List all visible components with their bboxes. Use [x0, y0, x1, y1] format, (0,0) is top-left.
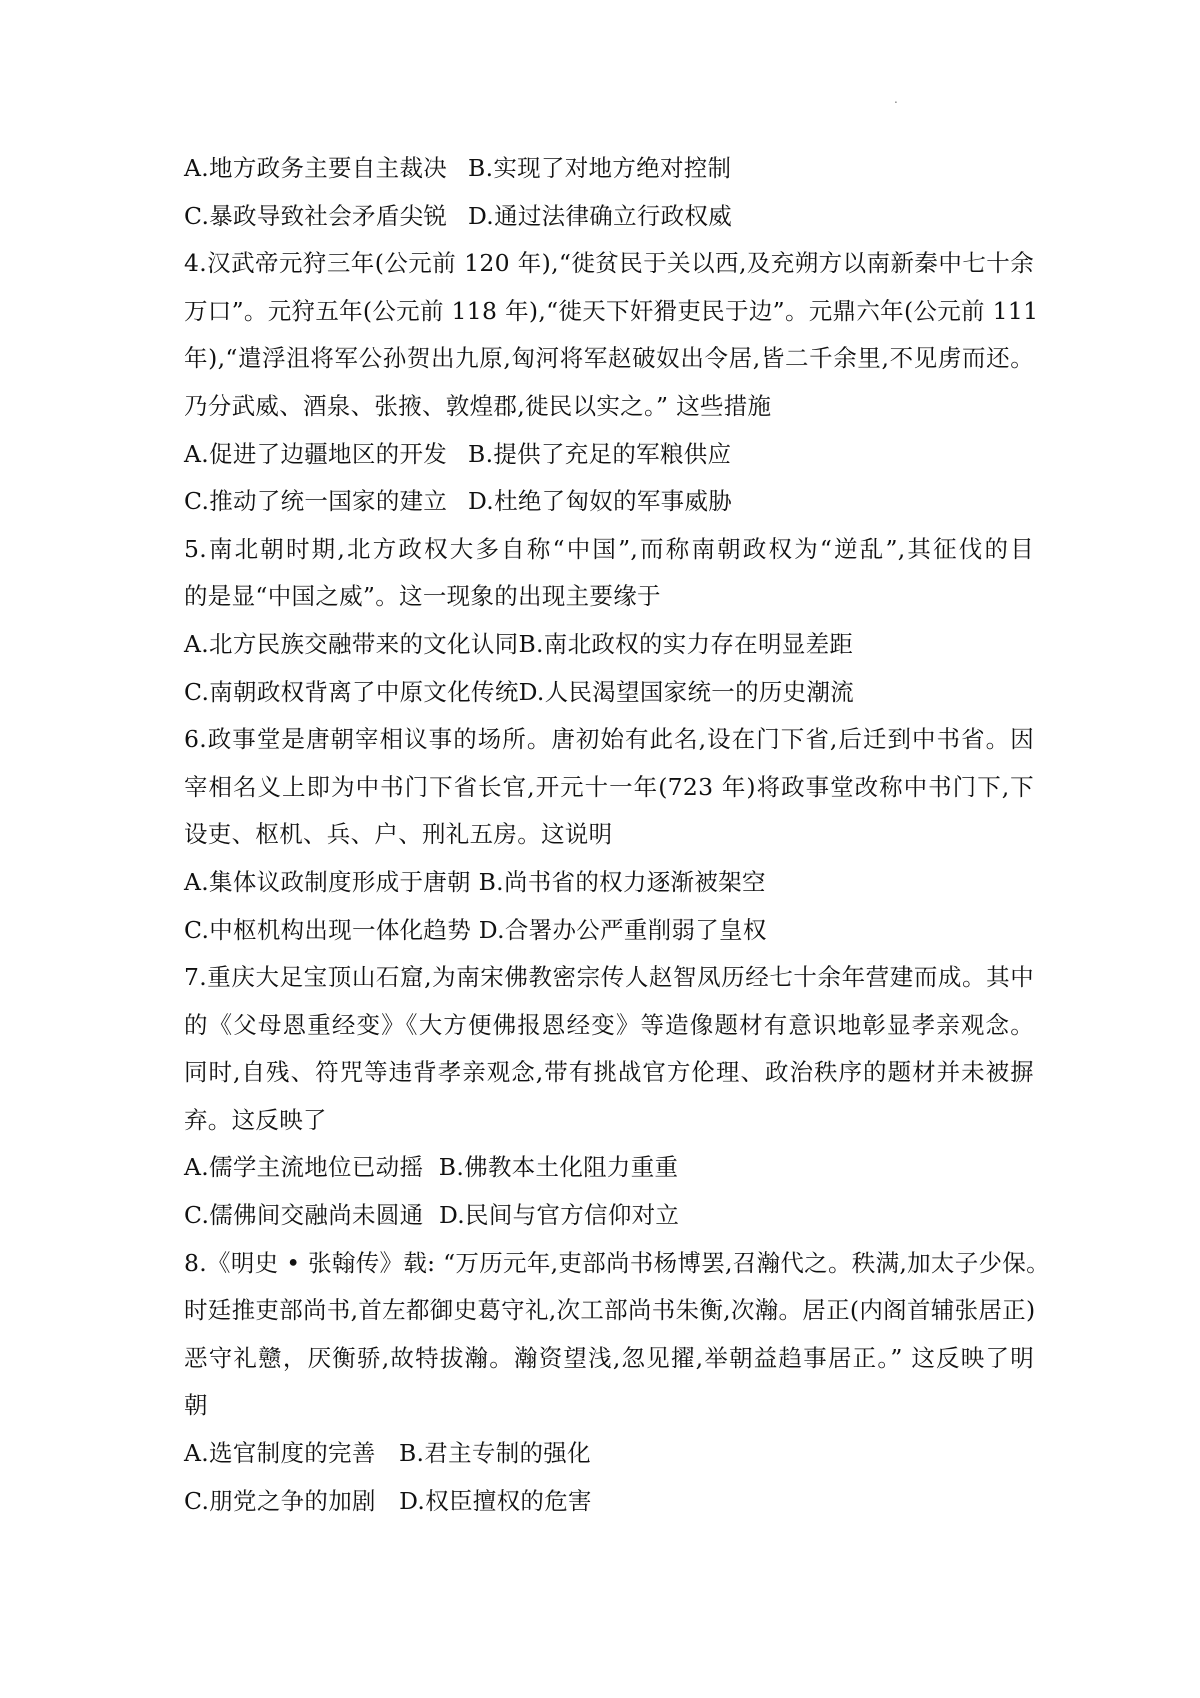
- q8-stem-line: 恶守礼戆，厌衡骄,故特拔瀚。瀚资望浅,忽见擢,举朝益趋事居正。” 这反映了明: [184, 1343, 1034, 1372]
- q4-options-ab: [184, 431, 1034, 479]
- q3-option-b: B.实现了对地方绝对控制: [468, 154, 732, 182]
- q6-stem-line: 6.政事堂是唐朝宰相议事的场所。唐初始有此名,设在门下省,后迁到中书省。因: [184, 725, 1034, 754]
- q3-option-a: A.地方政务主要自主裁决: [184, 154, 448, 182]
- q6-options-ab: A.集体议政制度形成于唐朝 B.尚书省的权力逐渐被架空: [184, 867, 766, 896]
- q5-stem-line: 的是显“中国之威”。这一现象的出现主要缘于: [184, 582, 661, 611]
- page-mark: .: [894, 92, 898, 106]
- q6-options-cd: C.中枢机构出现一体化趋势 D.合署办公严重削弱了皇权: [184, 915, 767, 944]
- q4-option-d: D.杜绝了匈奴的军事威胁: [468, 487, 733, 516]
- q5-options-cd: C.南朝政权背离了中原文化传统D.人民渴望国家统一的历史潮流: [184, 677, 855, 706]
- q4-stem-line: 年),“遣浮沮将军公孙贺出九原,匈河将军赵破奴出令居,皆二千余里,不见虏而还。: [184, 344, 1034, 373]
- q7-stem-line: 的《父母恩重经变》《大方便佛报恩经变》等造像题材有意识地彰显孝亲观念。: [184, 1010, 1034, 1039]
- q4-stem-line: 4.汉武帝元狩三年(公元前 120 年),“徙贫民于关以西,及充朔方以南新秦中七十余: [184, 249, 1034, 278]
- q8-stem-line: 时廷推吏部尚书,首左都御史葛守礼,次工部尚书朱衡,次瀚。居正(内阁首辅张居正): [184, 1296, 1036, 1325]
- q3-option-d: D.通过法律确立行政权威: [468, 201, 733, 230]
- q6-stem-line: 宰相名义上即为中书门下省长官,开元十一年(723 年)将政事堂改称中书门下,下: [184, 772, 1034, 801]
- q3-options-ab: [184, 145, 1034, 193]
- q4-option-b: B.提供了充足的军粮供应: [468, 439, 732, 468]
- q7-stem-line: 同时,自残、符咒等违背孝亲观念,带有挑战官方伦理、政治秩序的题材并未被摒: [184, 1058, 1034, 1087]
- q5-stem-line: 5.南北朝时期,北方政权大多自称“中国”,而称南朝政权为“逆乱”,其征伐的目: [184, 534, 1034, 563]
- q4-stem-line: 万口”。元狩五年(公元前 118 年),“徙天下奸猾吏民于边”。元鼎六年(公元前 111: [184, 296, 1039, 325]
- q7-stem-line: 弃。这反映了: [184, 1105, 327, 1134]
- q6-stem-line: 设吏、枢机、兵、户、刑礼五房。这说明: [184, 820, 613, 849]
- q8-stem-line: 朝: [184, 1391, 208, 1420]
- q3-options-cd: [184, 193, 1034, 241]
- q3-option-c: C.暴政导致社会矛盾尖锐: [184, 201, 448, 230]
- q4-option-a: A.促进了边疆地区的开发: [184, 439, 448, 468]
- q8-options-cd: C.朋党之争的加剧 D.权臣擅权的危害: [184, 1486, 592, 1515]
- q7-options-ab: A.儒学主流地位已动摇 B.佛教本土化阻力重重: [184, 1153, 679, 1182]
- q8-stem-line: 8.《明史 • 张翰传》载: “万历元年,吏部尚书杨博罢,召瀚代之。秩满,加太子少保。: [184, 1248, 1050, 1277]
- q4-options-cd: [184, 478, 1034, 526]
- q5-options-ab: A.北方民族交融带来的文化认同B.南北政权的实力存在明显差距: [184, 629, 854, 658]
- q4-option-c: C.推动了统一国家的建立: [184, 487, 448, 516]
- q4-stem-line: 乃分武威、酒泉、张掖、敦煌郡,徙民以实之。” 这些措施: [184, 391, 772, 420]
- exam-page: [184, 145, 1050, 1525]
- q7-options-cd: C.儒佛间交融尚未圆通 D.民间与官方信仰对立: [184, 1201, 680, 1230]
- q8-options-ab: A.选官制度的完善 B.君主专制的强化: [184, 1439, 591, 1468]
- q7-stem-line: 7.重庆大足宝顶山石窟,为南宋佛教密宗传人赵智凤历经七十余年营建而成。其中: [184, 963, 1034, 992]
